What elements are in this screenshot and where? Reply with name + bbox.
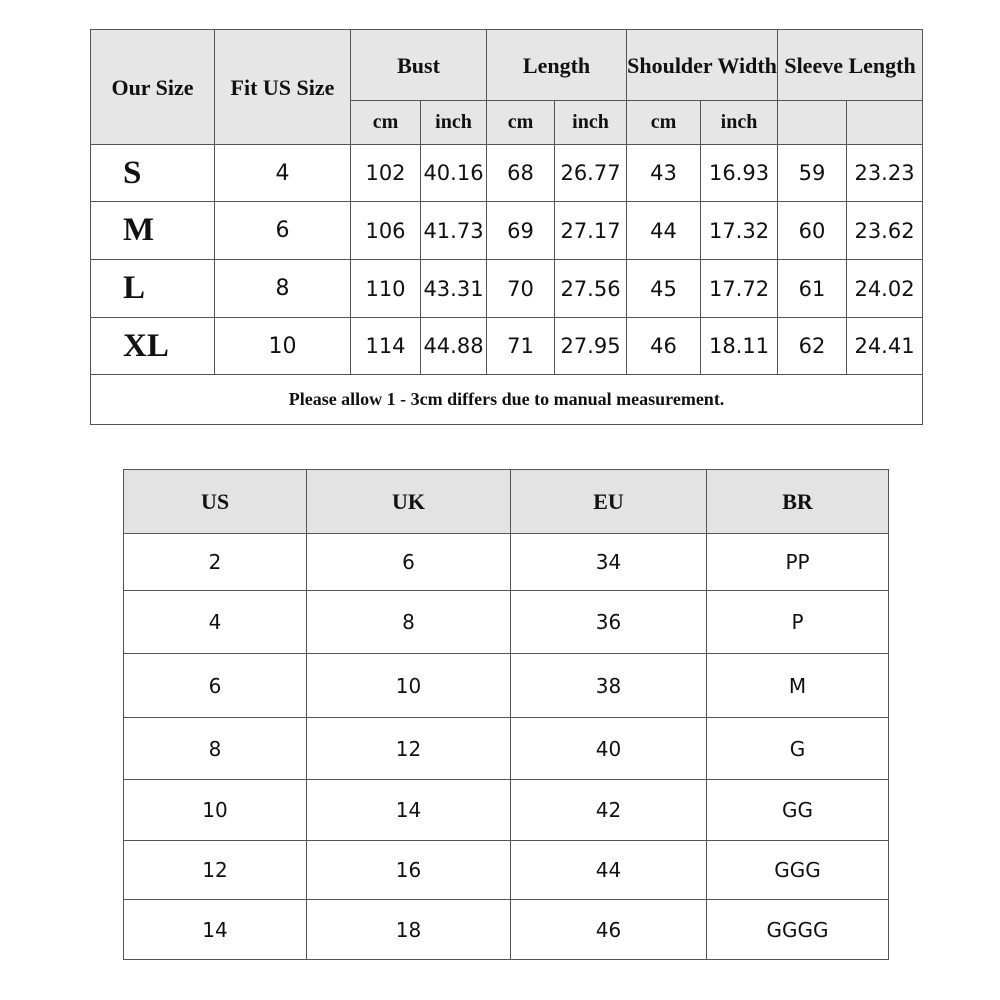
- sleeve-inch: 23.62: [847, 202, 923, 260]
- unit-shoulder-inch: inch: [701, 101, 778, 145]
- bust-cm: 110: [351, 260, 421, 318]
- uk-cell: 18: [307, 900, 511, 960]
- size-conversion-table: [123, 469, 889, 960]
- header-bust: Bust: [351, 30, 487, 101]
- us-size: 4: [215, 145, 351, 202]
- eu-cell: 42: [511, 780, 707, 841]
- table-row: [91, 145, 923, 202]
- shoulder-cm: 43: [627, 145, 701, 202]
- shoulder-cm: 46: [627, 318, 701, 375]
- eu-cell: 34: [511, 534, 707, 591]
- uk-cell: 12: [307, 718, 511, 780]
- uk-cell: 8: [307, 591, 511, 654]
- table-row: [124, 718, 889, 780]
- unit-sleeve-inch: [847, 101, 923, 145]
- header-eu: EU: [511, 470, 707, 534]
- uk-cell: 14: [307, 780, 511, 841]
- bust-inch: 41.73: [421, 202, 487, 260]
- table-row: [91, 202, 923, 260]
- sleeve-inch: 24.02: [847, 260, 923, 318]
- us-cell: 6: [124, 654, 307, 718]
- br-cell: GGGG: [707, 900, 889, 960]
- us-cell: 10: [124, 780, 307, 841]
- sleeve-cm: 62: [778, 318, 847, 375]
- us-size: 6: [215, 202, 351, 260]
- eu-cell: 46: [511, 900, 707, 960]
- size-label: XL: [91, 318, 215, 375]
- bust-cm: 106: [351, 202, 421, 260]
- br-cell: P: [707, 591, 889, 654]
- table-row: [91, 260, 923, 318]
- length-cm: 71: [487, 318, 555, 375]
- header-shoulder-width: Shoulder Width: [627, 30, 778, 101]
- br-cell: GGG: [707, 841, 889, 900]
- shoulder-inch: 17.72: [701, 260, 778, 318]
- unit-shoulder-cm: cm: [627, 101, 701, 145]
- length-cm: 70: [487, 260, 555, 318]
- uk-cell: 10: [307, 654, 511, 718]
- table-row: [124, 841, 889, 900]
- unit-length-cm: cm: [487, 101, 555, 145]
- us-cell: 12: [124, 841, 307, 900]
- uk-cell: 6: [307, 534, 511, 591]
- header-uk: UK: [307, 470, 511, 534]
- header-our-size: Our Size: [91, 30, 215, 145]
- sleeve-cm: 61: [778, 260, 847, 318]
- us-cell: 2: [124, 534, 307, 591]
- eu-cell: 40: [511, 718, 707, 780]
- shoulder-inch: 17.32: [701, 202, 778, 260]
- table-row: [124, 900, 889, 960]
- bust-cm: 114: [351, 318, 421, 375]
- shoulder-inch: 18.11: [701, 318, 778, 375]
- sleeve-cm: 59: [778, 145, 847, 202]
- length-cm: 68: [487, 145, 555, 202]
- length-inch: 27.56: [555, 260, 627, 318]
- size-label: M: [91, 202, 215, 260]
- br-cell: PP: [707, 534, 889, 591]
- length-inch: 26.77: [555, 145, 627, 202]
- length-inch: 27.17: [555, 202, 627, 260]
- unit-bust-cm: cm: [351, 101, 421, 145]
- unit-length-inch: inch: [555, 101, 627, 145]
- br-cell: G: [707, 718, 889, 780]
- us-cell: 4: [124, 591, 307, 654]
- shoulder-cm: 44: [627, 202, 701, 260]
- br-cell: M: [707, 654, 889, 718]
- header-length: Length: [487, 30, 627, 101]
- header-br: BR: [707, 470, 889, 534]
- table-row: [124, 591, 889, 654]
- length-inch: 27.95: [555, 318, 627, 375]
- eu-cell: 44: [511, 841, 707, 900]
- table-row: [91, 318, 923, 375]
- us-cell: 14: [124, 900, 307, 960]
- sleeve-inch: 24.41: [847, 318, 923, 375]
- table-row: [124, 654, 889, 718]
- bust-inch: 43.31: [421, 260, 487, 318]
- sleeve-cm: 60: [778, 202, 847, 260]
- table-row: [124, 534, 889, 591]
- uk-cell: 16: [307, 841, 511, 900]
- eu-cell: 36: [511, 591, 707, 654]
- size-label: S: [91, 145, 215, 202]
- bust-inch: 44.88: [421, 318, 487, 375]
- us-size: 10: [215, 318, 351, 375]
- table-row: [124, 780, 889, 841]
- shoulder-cm: 45: [627, 260, 701, 318]
- us-size: 8: [215, 260, 351, 318]
- header-sleeve-length: Sleeve Length: [778, 30, 923, 101]
- bust-cm: 102: [351, 145, 421, 202]
- br-cell: GG: [707, 780, 889, 841]
- measurement-note: Please allow 1 - 3cm differs due to manual measurement.: [91, 375, 923, 425]
- us-cell: 8: [124, 718, 307, 780]
- size-label: L: [91, 260, 215, 318]
- unit-bust-inch: inch: [421, 101, 487, 145]
- unit-sleeve-cm: [778, 101, 847, 145]
- header-us: US: [124, 470, 307, 534]
- size-chart-table: [90, 29, 923, 425]
- eu-cell: 38: [511, 654, 707, 718]
- bust-inch: 40.16: [421, 145, 487, 202]
- sleeve-inch: 23.23: [847, 145, 923, 202]
- length-cm: 69: [487, 202, 555, 260]
- shoulder-inch: 16.93: [701, 145, 778, 202]
- header-fit-us-size: Fit US Size: [215, 30, 351, 145]
